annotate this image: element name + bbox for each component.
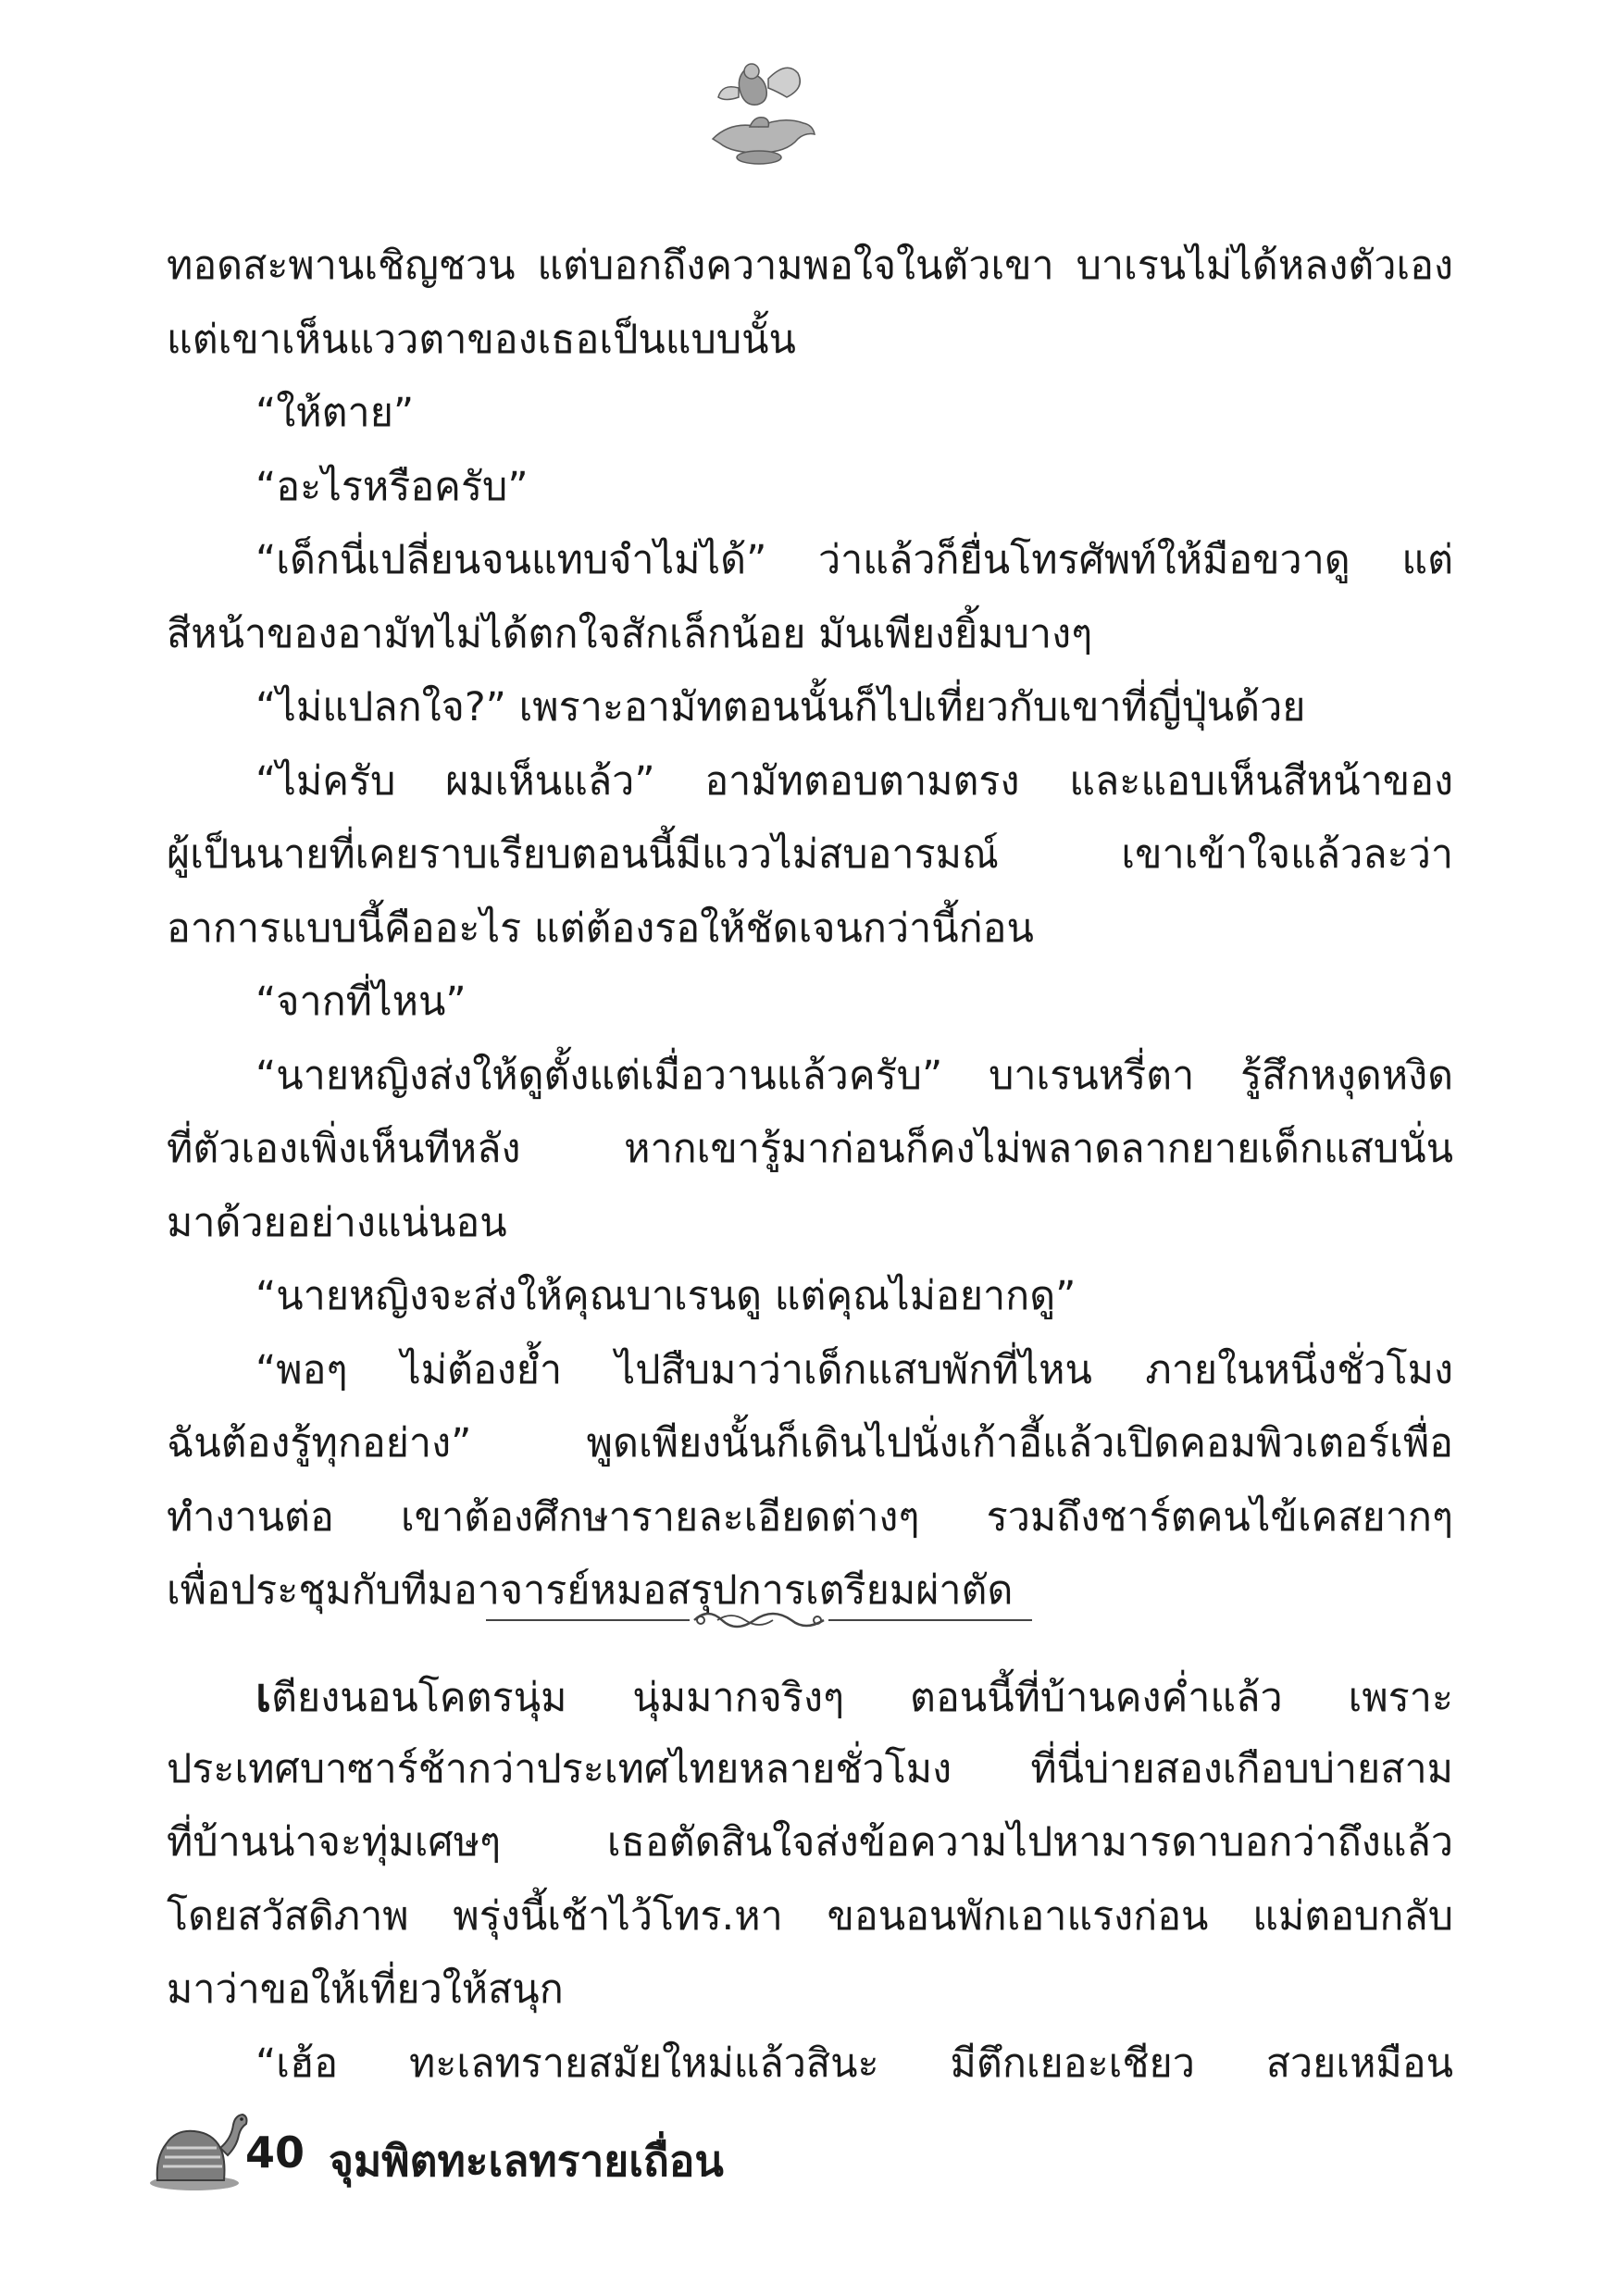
page-footer [148, 2102, 981, 2194]
paragraph-line: อาการแบบนี้คืออะไร แต่ต้องรอให้ชัดเจนกว่านี้ก่อน [167, 905, 1034, 952]
paragraph-line: ผู้เป็นนายที่เคยราบเรียบตอนนี้มีแววไม่สบอารมณ์ เขาเข้าใจแล้วละว่า [167, 831, 1453, 878]
paragraph-line: “เด็กนี่เปลี่ยนจนแทบจำไม่ได้” ว่าแล้วก็ยื่นโทรศัพท์ให้มือขวาดู แต่ [255, 537, 1453, 583]
page-number: 40 [245, 2128, 305, 2177]
paragraph-line: ที่บ้านน่าจะทุ่มเศษๆ เธอตัดสินใจส่งข้อความไปหามารดาบอกว่าถึงแล้ว [167, 1819, 1453, 1866]
section-2-text [167, 1659, 1453, 2101]
paragraph-line: แต่เขาเห็นแววตาของเธอเป็นแบบนั้น [167, 316, 796, 363]
paragraph-line: เพื่อประชุมกับทีมอาจารย์หมอสรุปการเตรียมผ่าตัด [167, 1567, 1014, 1614]
scroll-ornament-divider [486, 1603, 1032, 1637]
paragraph-first-line [167, 1659, 1453, 1733]
camel-icon [148, 2102, 250, 2194]
dialogue-line: “อะไรหรือครับ” [255, 463, 529, 510]
dialogue-line: “จากที่ไหน” [255, 979, 467, 1025]
paragraph-line: โดยสวัสดิภาพ พรุ่งนี้เช้าไว้โทร.หา ขอนอนพักเอาแรงก่อน แม่ตอบกลับ [167, 1892, 1453, 1940]
paragraph-line: ทอดสะพานเชิญชวน แต่บอกถึงความพอใจในตัวเขา บาเรนไม่ได้หลงตัวเอง [167, 243, 1453, 289]
paragraph-line: ประเทศบาซาร์ช้ากว่าประเทศไทยหลายชั่วโมง ที่นี่บ่ายสองเกือบบ่ายสาม [167, 1745, 1453, 1792]
dropcap-letter: เ [255, 1668, 272, 1722]
section-1-text [167, 230, 1453, 1628]
dialogue-line: “เฮ้อ ทะเลทรายสมัยใหม่แล้วสินะ มีตึกเยอะเชียว สวยเหมือน [255, 2040, 1453, 2087]
paragraph-line: “นายหญิงส่งให้ดูตั้งแต่เมื่อวานแล้วครับ” บาเรนหรี่ตา รู้สึกหงุดหงิด [255, 1052, 1453, 1099]
paragraph-line: ฉันต้องรู้ทุกอย่าง” พูดเพียงนั้นก็เดินไปนั่งเก้าอี้แล้วเปิดคอมพิวเตอร์เพื่อ [167, 1420, 1453, 1466]
dialogue-line: “ให้ตาย” [255, 390, 415, 436]
paragraph-line: สีหน้าของอามัทไม่ได้ตกใจสักเล็กน้อย มันเพียงยิ้มบางๆ [167, 610, 1093, 657]
paragraph-line: ที่ตัวเองเพิ่งเห็นทีหลัง หากเขารู้มาก่อนก็คงไม่พลาดลากยายเด็กแสบนั่น [167, 1126, 1453, 1172]
first-line-rest: ตียงนอนโคตรนุ่ม นุ่มมากจริงๆ ตอนนี้ที่บ้านคงค่ำแล้ว เพราะ [271, 1675, 1453, 1721]
paragraph-line: มาด้วยอย่างแน่นอน [167, 1199, 507, 1246]
paragraph-line: มาว่าขอให้เที่ยวให้สนุก [167, 1966, 564, 2013]
dialogue-line: “นายหญิงจะส่งให้คุณบาเรนดู แต่คุณไม่อยากดู” [255, 1273, 1077, 1319]
paragraph-line: “ไม่ครับ ผมเห็นแล้ว” อามัทตอบตามตรง และแอบเห็นสีหน้าของ [255, 757, 1453, 805]
dialogue-line: “ไม่แปลกใจ?” เพราะอามัทตอนนั้นก็ไปเที่ยวกับเขาที่ญี่ปุ่นด้วย [255, 684, 1306, 730]
book-title: จุมพิตทะเลทรายเถื่อน [329, 2136, 724, 2186]
paragraph-line: “พอๆ ไม่ต้องย้ำ ไปสืบมาว่าเด็กแสบพักที่ไหน ภายในหนึ่งชั่วโมง [255, 1346, 1453, 1393]
magic-lamp-cupid-icon [694, 51, 824, 171]
paragraph-line: ทำงานต่อ เขาต้องศึกษารายละเอียดต่างๆ รวมถึงชาร์ตคนไข้เคสยากๆ [167, 1493, 1453, 1541]
